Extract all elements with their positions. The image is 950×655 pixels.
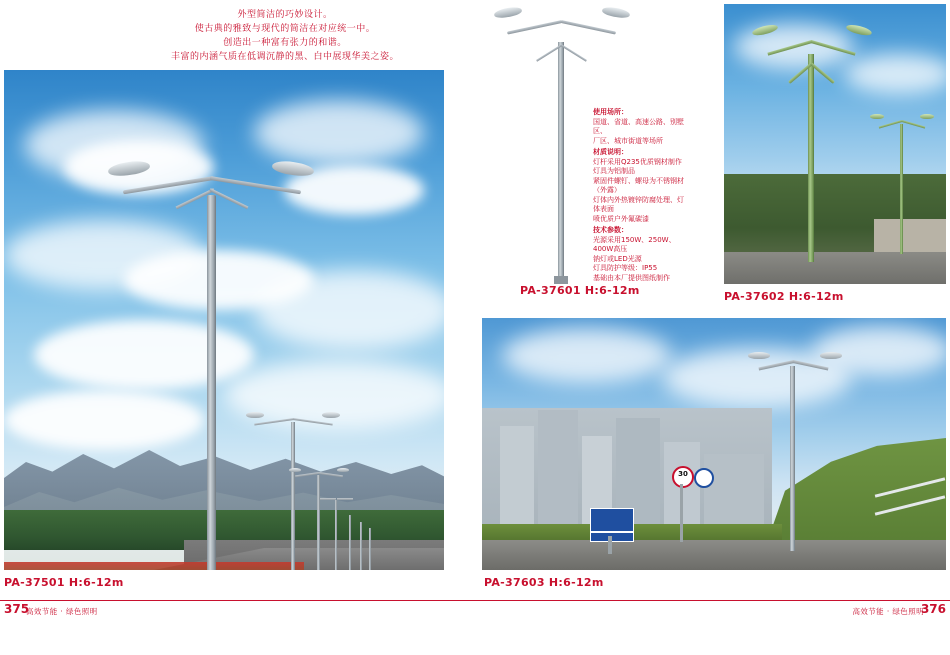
spec-tech-line-3: 灯具防护等级：IP55 — [593, 264, 658, 272]
lamp-head-left — [748, 352, 770, 359]
spec-tech-line-1: 光源采用150W、250W、400W高压 — [593, 235, 676, 253]
spec-tech-line-2: 钠灯或LED光源 — [593, 254, 642, 263]
poem-line-1: 外型简洁的巧妙设计。 — [237, 10, 333, 20]
product-photo-pa-37602 — [724, 4, 946, 284]
spec-tech-title: 技术参数： — [593, 226, 628, 234]
spec-material-line-3: 紧固件螺钉、螺母为不锈钢材（外露） — [593, 176, 684, 194]
lamp-head-right — [920, 114, 934, 119]
poem-line-3: 创造出一种富有张力的和谐。 — [223, 38, 347, 48]
lamp-head-left — [246, 412, 264, 418]
spec-usage-title: 使用场所： — [593, 108, 628, 116]
cloud — [254, 100, 424, 165]
lamp-pole — [808, 54, 814, 262]
lamp-pole — [317, 475, 320, 570]
lamp-pole — [349, 515, 351, 570]
lamp-arm-right — [337, 498, 353, 500]
cloud — [254, 270, 444, 350]
spec-material-line-2: 灯具为铝制品 — [593, 167, 635, 175]
spec-usage-line-1: 国道、省道、高速公路、别墅区、 — [593, 117, 684, 135]
spec-material-line-1: 灯杆采用Q235优质钢材制作 — [593, 157, 682, 166]
footer-text-right: 高效节能 · 绿色照明 — [852, 607, 924, 616]
lamp-pole — [790, 366, 795, 551]
product-photo-pa-37501 — [4, 70, 444, 570]
caption-pa-37501: PA-37501 H:6-12m — [4, 576, 124, 589]
spec-material-line-4: 灯体内外热镀锌防腐处理、灯体表面 — [593, 195, 684, 213]
lamp-pole — [291, 422, 295, 570]
page-number-right: 376 — [920, 602, 946, 616]
cloud — [4, 390, 204, 450]
flower-bed — [4, 562, 304, 570]
lamp-head-right — [322, 412, 340, 418]
sign-post — [680, 484, 683, 542]
cloud — [224, 360, 444, 430]
lamp-base — [554, 276, 568, 284]
footer-divider — [0, 600, 950, 601]
lamp-pole — [558, 42, 564, 282]
poem-line-2: 使古典的雅致与现代的简洁在对应统一中。 — [194, 24, 376, 34]
page-number-left: 375 — [4, 602, 30, 616]
road-surface — [482, 540, 946, 570]
lamp-pole — [360, 522, 362, 570]
product-photo-pa-37603 — [482, 318, 946, 570]
spec-material-title: 材质说明： — [593, 148, 628, 156]
spec-block — [593, 108, 685, 285]
lamp-pole — [207, 195, 216, 570]
traffic-sign-blue — [694, 468, 714, 488]
lamp-pole — [369, 528, 371, 570]
spec-material-line-5: 喷优质户外氟碳漆 — [593, 214, 649, 223]
cloud — [502, 328, 672, 383]
poem-line-4: 丰富的内涵气质在低调沉静的黑、白中展现华美之姿。 — [170, 52, 399, 62]
speed-limit-sign: 30 — [672, 466, 694, 488]
spec-tech-line-4: 基础由本厂提供图纸制作 — [593, 273, 670, 282]
lamp-head-right — [820, 352, 842, 359]
road-guide-sign — [590, 508, 634, 532]
cloud — [812, 326, 946, 376]
sign-post — [608, 536, 612, 554]
caption-pa-37603: PA-37603 H:6-12m — [484, 576, 604, 589]
lamp-pole — [335, 500, 337, 570]
road-guide-sign-lower — [590, 532, 634, 542]
cloud — [844, 54, 946, 94]
caption-pa-37602: PA-37602 H:6-12m — [724, 290, 844, 303]
lamp-head-right — [337, 468, 349, 472]
cloud — [34, 320, 254, 390]
footer-text-left: 高效节能 · 绿色照明 — [26, 607, 98, 616]
caption-pa-37601: PA-37601 H:6-12m — [520, 284, 640, 297]
lamp-pole — [900, 124, 903, 254]
spec-usage-line-2: 厂区、城市街道等场所 — [593, 136, 663, 145]
lamp-head-left — [289, 468, 301, 472]
lamp-head-left — [870, 114, 884, 119]
road-surface — [724, 252, 946, 284]
header-poem — [120, 8, 450, 64]
lamp-arm-left — [320, 498, 336, 500]
